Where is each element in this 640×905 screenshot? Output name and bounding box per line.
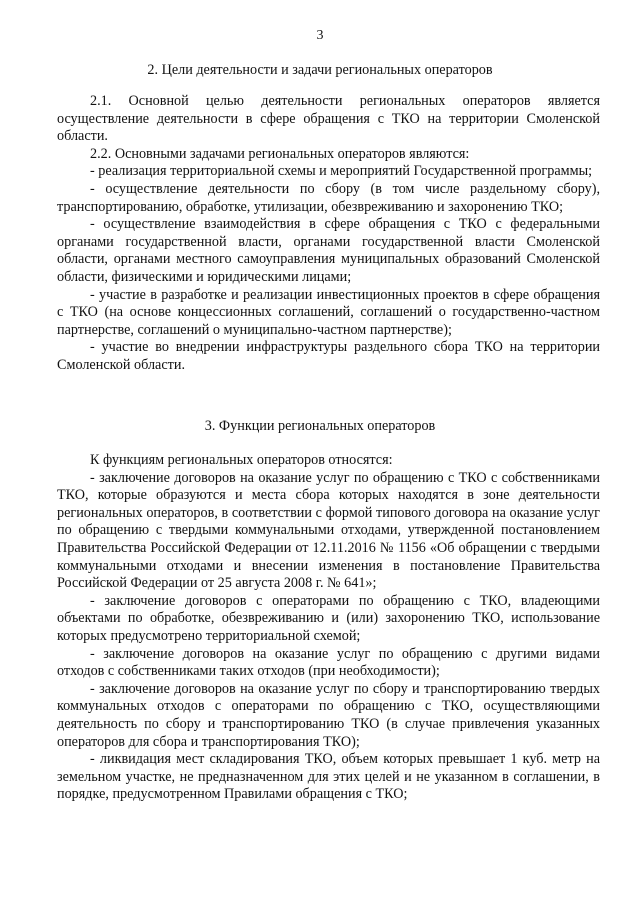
section-3-heading: 3. Функции региональных операторов	[204, 418, 436, 434]
paragraph: 2.2. Основными задачами региональных операторов являются:	[90, 145, 470, 162]
paragraph: - осуществление деятельности по сбору (в том числе раздельному сбору), транспортированию, обработке, утилизации, обезвреживанию и захоронению ТКО;	[57, 180, 600, 215]
paragraph: - заключение договоров на оказание услуг по обращению с другими видами отходов с собственниками таких отходов (при необходимости);	[57, 645, 600, 680]
paragraph: - осуществление взаимодействия в сфере обращения с ТКО с федеральными органами государственной власти, органами государственной власти Смоленской области, органами местного самоуправления муниципальных образований Смоленской области, физическими и юридическими лицами;	[57, 216, 600, 285]
paragraph: - реализация территориальной схемы и мероприятий Государственной программы;	[90, 163, 593, 180]
paragraph: - заключение договоров на оказание услуг по сбору и транспортированию твердых коммунальных отходов с операторами по обращению с ТКО, осуществляющими деятельность по сбору и транспортированию ТКО (в случае привлечения указанных операторов для сбора и транспортирования ТКО);	[57, 680, 600, 750]
paragraph: - заключение договоров на оказание услуг по обращению с ТКО с собственниками ТКО, которые образуются и места сбора которых находятся в зоне деятельности региональных операторов, в соответствии с формой типового договора на оказание услуг по обращению с твердыми коммунальными отходами, утвержденной постановлением Правительства Российской Федерации от 12.11.2016 № 1156 «Об обращении с твердыми коммунальными отходами и внесении изменения в постановление Правительства Российской Федерации от 25 августа 2008 г. № 641»;	[57, 469, 600, 592]
page-number: 3	[316, 28, 324, 43]
section-2-body	[57, 93, 600, 375]
paragraph: - участие во внедрении инфраструктуры раздельного сбора ТКО на территории Смоленской области.	[57, 339, 600, 373]
section-2-heading: 2. Цели деятельности и задачи региональных операторов	[147, 62, 493, 78]
paragraph: - участие в разработке и реализации инвестиционных проектов в сфере обращения с ТКО (на основе концессионных соглашений, соглашений о государственно-частном партнерстве, соглашений о муниципально-частном партнерстве);	[57, 286, 600, 338]
paragraph: - заключение договоров с операторами по обращению с ТКО, владеющими объектами по обработке, обезвреживанию и (или) захоронению ТКО, использование которых предусмотрено территориальной схемой;	[57, 592, 600, 644]
paragraph: 2.1. Основной целью деятельности региональных операторов является осуществление деятельности в сфере обращения с ТКО на территории Смоленской области.	[57, 93, 600, 145]
section-3-body	[57, 452, 600, 804]
paragraph: - ликвидация мест складирования ТКО, объем которых превышает 1 куб. метр на земельном участке, не предназначенном для этих целей и не указанном в соглашении, в порядке, предусмотренном Правилами обращения с ТКО;	[57, 751, 600, 803]
paragraph: К функциям региональных операторов относятся:	[90, 452, 393, 468]
